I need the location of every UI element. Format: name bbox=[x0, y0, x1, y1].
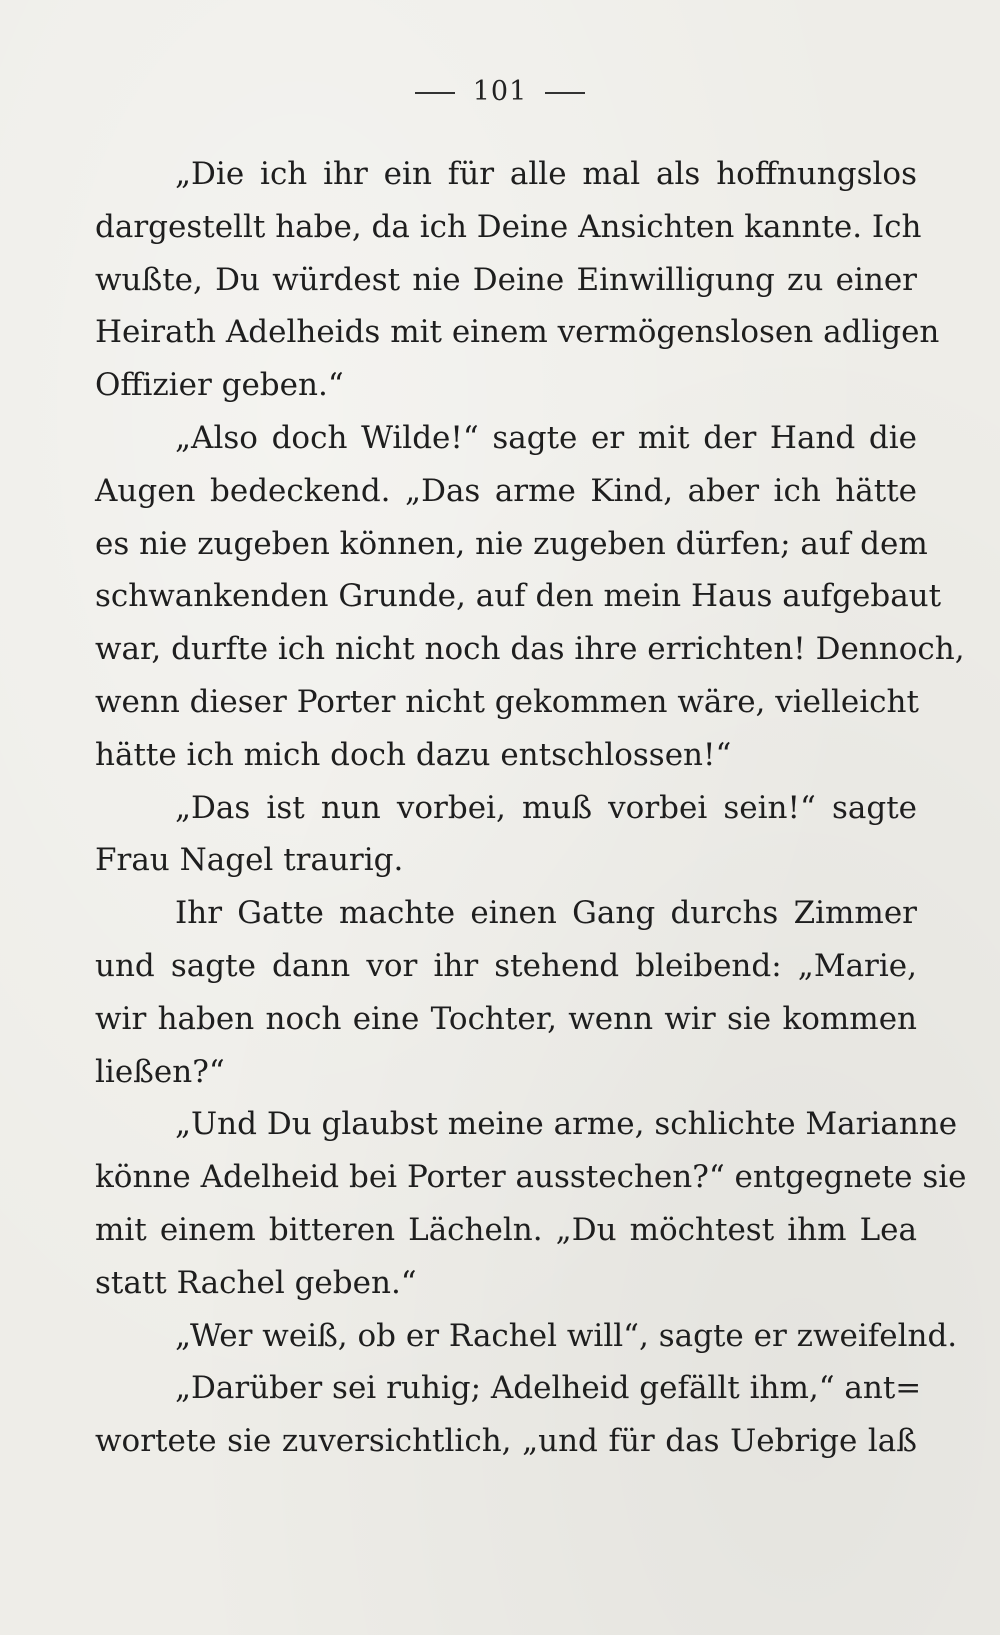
text-line: statt Rachel geben.“ bbox=[95, 1264, 417, 1301]
text-line: Augen bedeckend. „Das arme Kind, aber ich hätte bbox=[95, 472, 917, 509]
text-line: wußte, Du würdest nie Deine Einwilligung zu einer bbox=[95, 261, 917, 298]
text-line: wortete sie zuversichtlich, „und für das Uebrige laß bbox=[95, 1423, 917, 1460]
text-line: schwankenden Grunde, auf den mein Haus aufgebaut bbox=[95, 578, 942, 615]
text-line: „Also doch Wilde!“ sagte er mit der Hand die bbox=[175, 419, 917, 456]
text-line: wir haben noch eine Tochter, wenn wir sie kommen bbox=[95, 1000, 917, 1037]
text-line: Ihr Gatte machte einen Gang durchs Zimmer bbox=[175, 895, 917, 932]
text-line: könne Adelheid bei Porter ausstechen?“ entgegnete sie bbox=[95, 1159, 967, 1196]
header-dash-left bbox=[415, 92, 455, 94]
text-line: Frau Nagel traurig. bbox=[95, 842, 404, 879]
text-line: „Die ich ihr ein für alle mal als hoffnungslos bbox=[175, 156, 917, 192]
text-line: Offizier geben.“ bbox=[95, 367, 344, 404]
text-line: hätte ich mich doch dazu entschlossen!“ bbox=[95, 736, 732, 773]
text-line: „Und Du glaubst meine arme, schlichte Marianne bbox=[175, 1106, 958, 1143]
text-line: mit einem bitteren Lächeln. „Du möchtest ihm Lea bbox=[95, 1211, 917, 1248]
text-line: Heirath Adelheids mit einem vermögenslosen adligen bbox=[95, 314, 940, 351]
text-line: dargestellt habe, da ich Deine Ansichten kannte. Ich bbox=[95, 208, 922, 245]
header-dash-right bbox=[545, 92, 585, 94]
page-header bbox=[0, 76, 1000, 107]
text-line: ließen?“ bbox=[95, 1053, 225, 1090]
text-line: und sagte dann vor ihr stehend bleibend: „Marie, bbox=[95, 947, 917, 984]
page-number: 101 bbox=[472, 76, 528, 107]
text-line: „Das ist nun vorbei, muß vorbei sein!“ sagte bbox=[175, 789, 917, 826]
text-line: es nie zugeben können, nie zugeben dürfen; auf dem bbox=[95, 525, 928, 562]
text-line: war, durfte ich nicht noch das ihre errichten! Dennoch, bbox=[95, 631, 965, 668]
text-line: „Wer weiß, ob er Rachel will“, sagte er zweifelnd. bbox=[175, 1317, 958, 1354]
body-text bbox=[95, 148, 967, 1468]
text-line: „Darüber sei ruhig; Adelheid gefällt ihm,“ ant= bbox=[175, 1370, 922, 1407]
text-line: wenn dieser Porter nicht gekommen wäre, vielleicht bbox=[95, 683, 919, 720]
